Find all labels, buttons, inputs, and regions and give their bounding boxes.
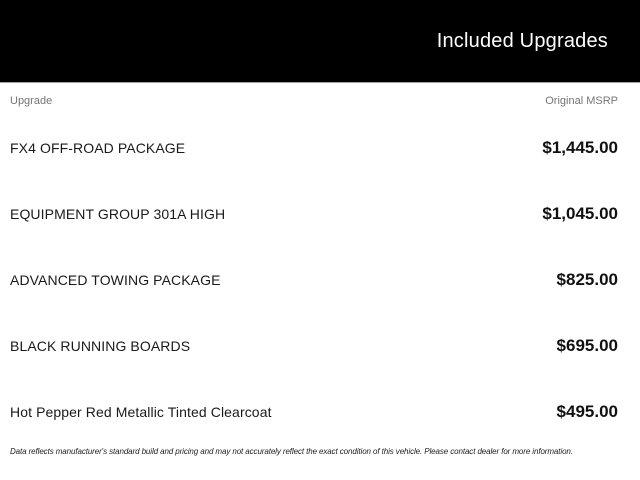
- upgrade-name: Hot Pepper Red Metallic Tinted Clearcoat: [10, 404, 272, 420]
- upgrade-price: $495.00: [556, 402, 618, 421]
- upgrade-name: BLACK RUNNING BOARDS: [10, 338, 191, 354]
- upgrade-price: $1,445.00: [542, 138, 618, 157]
- table-row: [10, 181, 618, 247]
- header-bar: [0, 0, 640, 83]
- page-title: Included Upgrades: [436, 29, 608, 52]
- upgrades-table: [0, 87, 640, 456]
- column-header-upgrade: Upgrade: [10, 95, 53, 107]
- upgrade-price: $1,045.00: [542, 204, 618, 223]
- table-body: [10, 115, 618, 445]
- upgrade-price: $825.00: [556, 270, 618, 289]
- table-row: [10, 115, 618, 181]
- disclaimer-text: Data reflects manufacturer's standard build and pricing and may not accurately reflect the exact condition of this vehicle. Please contact dealer for more information.: [10, 447, 573, 456]
- upgrade-name: FX4 OFF-ROAD PACKAGE: [10, 140, 186, 156]
- table-row: [10, 247, 618, 313]
- table-row: [10, 313, 618, 379]
- upgrade-price: $695.00: [556, 336, 618, 355]
- column-header-msrp: Original MSRP: [545, 95, 618, 107]
- table-column-headers: [10, 87, 618, 115]
- table-row: [10, 379, 618, 445]
- upgrade-name: ADVANCED TOWING PACKAGE: [10, 272, 221, 288]
- upgrade-name: EQUIPMENT GROUP 301A HIGH: [10, 206, 226, 222]
